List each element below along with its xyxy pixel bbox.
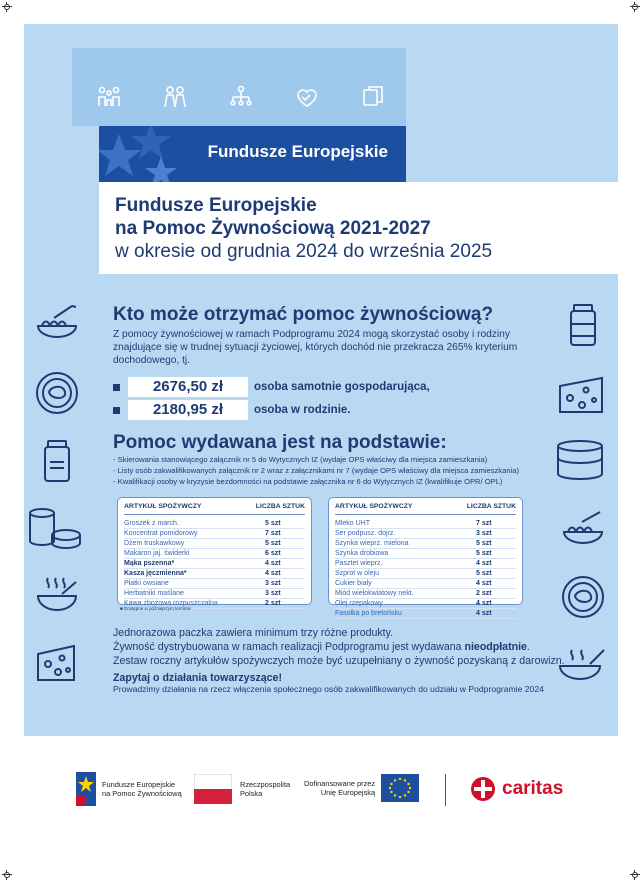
item-name: Makaron jaj. świderki [124,550,190,557]
bottom-line-2-pre: Żywność dystrybuowana w ramach realizacji Podprogramu jest wydawana [113,641,465,653]
item-name: Olej rzepakowy [335,600,383,607]
income-row [113,376,430,398]
table-row [124,579,305,589]
table-row [124,529,305,539]
table-row [124,539,305,549]
table-row [335,599,516,609]
cheese-wedge-icon [556,372,608,418]
bottom-line-2-bold: nieodpłatnie [464,641,527,653]
crop-mark [630,2,640,12]
star-pattern-icon [99,126,209,182]
item-qty: 4 szt [476,580,492,587]
caritas-logo [470,776,563,802]
col-header-item: ARTYKUŁ SPOŻYWCZY [124,503,202,510]
table-row [335,569,516,579]
fe-banner [99,126,406,182]
logos-bar [70,770,570,814]
eu-logo [304,774,419,802]
family-icon [96,84,122,115]
item-qty: 4 szt [476,600,492,607]
handshake-heart-icon [294,84,320,115]
meat-plate-icon [34,370,80,416]
bullet-square-icon [113,384,120,391]
table-row [124,559,305,569]
col-header-qty: LICZBA SZTUK [466,503,516,510]
item-name: Herbatniki maślane [124,590,184,597]
item-name: Szynka drobiowa [335,550,389,557]
community-icon [228,84,254,115]
item-name: Pasztet wieprz. [335,560,383,567]
activities-text: Prowadzimy działania na rzecz włączenia społecznego osób zakwalifikowanych do udziału w Podprogramie 2024 [113,684,544,694]
soup-bowl-icon [34,572,80,618]
item-qty: 4 szt [265,560,281,567]
table-row [335,609,516,619]
fe-logo [76,772,182,806]
item-name: Cukier biały [335,580,372,587]
caritas-wordmark: caritas [502,778,564,799]
item-qty: 5 szt [476,540,492,547]
top-icons-row [96,84,386,114]
item-qty: 3 szt [476,530,492,537]
item-name: Kasza jęczmienna* [124,570,187,577]
eu-flag-icon [381,774,419,802]
crop-mark [2,2,12,12]
item-name: Dżem truskawkowy [124,540,185,547]
rp-logo [194,774,290,804]
item-qty: 7 szt [476,520,492,527]
pasta-plate-icon [34,300,80,346]
basis-item: - Skierowania stanowiącego załącznik nr 5 do Wytycznych IZ (wydaje OPS właściwy dla miejsca zamieszkania) [113,454,573,465]
item-qty: 4 szt [476,560,492,567]
bottom-line-2 [113,640,583,654]
item-qty: 4 szt [476,610,492,617]
title-box [99,182,618,274]
who-heading: Kto może otrzymać pomoc żywnościową? [113,304,494,325]
item-qty: 5 szt [265,540,281,547]
jar-icon [34,438,80,484]
table-row [124,549,305,559]
item-qty: 3 szt [265,580,281,587]
logo-divider [445,774,446,806]
table-row [335,519,516,529]
item-name: Fasolka po bretońsku [335,610,402,617]
item-name: Kawa zbożowa rozpuszczalna [124,600,218,607]
item-qty: 4 szt [265,570,281,577]
cheese-icon [34,640,80,686]
bottom-line-3: Zestaw roczny artykułów spożywczych może być uzupełniany o żywność pozyskaną z darowizn. [113,655,565,667]
col-header-item: ARTYKUŁ SPOŻYWCZY [335,503,413,510]
col-header-qty: LICZBA SZTUK [255,503,305,510]
crop-mark [2,870,12,880]
item-qty: 3 szt [265,590,281,597]
table-row [335,579,516,589]
who-intro: Z pomocy żywnościowej w ramach Podprogramu 2024 mogą skorzystać osoby i rodziny znajdujące się w trudnej sytuacji życiowej, których dochód nie przekracza 265% kryterium dochodowego, tj. [113,329,518,366]
item-name: Mleko UHT [335,520,371,527]
income-row [113,399,350,421]
basis-item: - Kwalifikacji osoby w kryzysie bezdomności na podstawie załącznika nr 6 do Wytycznych IZ (kwalifikuje OPR/ OPL) [113,476,573,487]
ask-heading: Zapytaj o działania towarzyszące! [113,672,282,684]
item-name: Mąka pszenna* [124,560,175,567]
cans-icon [28,505,84,551]
basis-list [113,454,573,487]
income-label: osoba w rodzinie. [254,404,351,416]
pasta-dish-icon [560,506,606,552]
item-qty: 5 szt [476,550,492,557]
table-row [335,529,516,539]
people-icon [162,84,188,115]
caritas-cross-icon [470,776,496,802]
table-row [124,569,305,579]
table-row [124,589,305,599]
title-line-1: Fundusze Europejskie [115,195,317,216]
income-label: osoba samotnie gospodarująca, [254,381,430,393]
table-footnote: ■ Dostępne w późniejszym terminie [120,606,191,611]
item-qty: 7 szt [265,530,281,537]
table-row [335,559,516,569]
item-name: Miód wielokwiatowy nekt. [335,590,414,597]
basis-heading: Pomoc wydawana jest na podstawie: [113,432,447,453]
rp-logo-line2: Polska [240,789,263,798]
food-table-right [328,497,523,617]
income-value: 2676,50 zł [128,377,248,397]
table-row [335,549,516,559]
fe-logo-line1: Fundusze Europejskie [102,780,176,789]
item-name: Ser podpusz. dojrz. [335,530,396,537]
documents-icon [360,84,386,115]
fe-banner-label: Fundusze Europejskie [207,142,388,161]
fe-logo-icon [76,772,96,806]
table-header [335,503,516,515]
eu-logo-line1: Dofinansowane przez [304,779,376,788]
bottom-text [113,626,583,668]
bottom-line-1: Jednorazowa paczka zawiera minimum trzy różne produkty. [113,627,394,639]
table-row [335,589,516,599]
item-name: Koncentrat pomidorowy [124,530,198,537]
item-qty: 5 szt [476,570,492,577]
item-qty: 5 szt [265,520,281,527]
polish-flag-icon [194,774,232,804]
food-table-left [117,497,312,605]
milk-carton-icon [560,302,606,348]
title-line-2: na Pomoc Żywnościową 2021-2027 [115,218,431,239]
item-qty: 6 szt [265,550,281,557]
title-line-3: w okresie od grudnia 2024 do września 2025 [115,241,493,262]
steak-plate-icon [560,574,606,620]
table-row [335,539,516,549]
item-name: Szprot w oleju [335,570,379,577]
table-row [124,519,305,529]
basis-item: - Listy osób zakwalifikowanych załącznik nr 2 wraz z załącznikami nr 7 (wydaje OPS właściwy dla miejsca zamieszkania) [113,465,573,476]
item-qty: 2 szt [265,600,281,607]
rp-logo-line1: Rzeczpospolita [240,780,291,789]
bullet-square-icon [113,407,120,414]
item-qty: 2 szt [476,590,492,597]
bottom-line-2-post: . [526,641,530,653]
fe-logo-line2: na Pomoc Żywnościową [102,789,182,798]
table-header [124,503,305,515]
item-name: Groszek z march. [124,520,179,527]
income-value: 2180,95 zł [128,400,248,420]
eu-logo-line2: Unię Europejską [320,788,376,797]
item-name: Szynka wieprz. mielona [335,540,409,547]
item-name: Płatki owsiane [124,580,169,587]
crop-mark [630,870,640,880]
footnote-text: Dostępne w późniejszym terminie [123,606,191,611]
